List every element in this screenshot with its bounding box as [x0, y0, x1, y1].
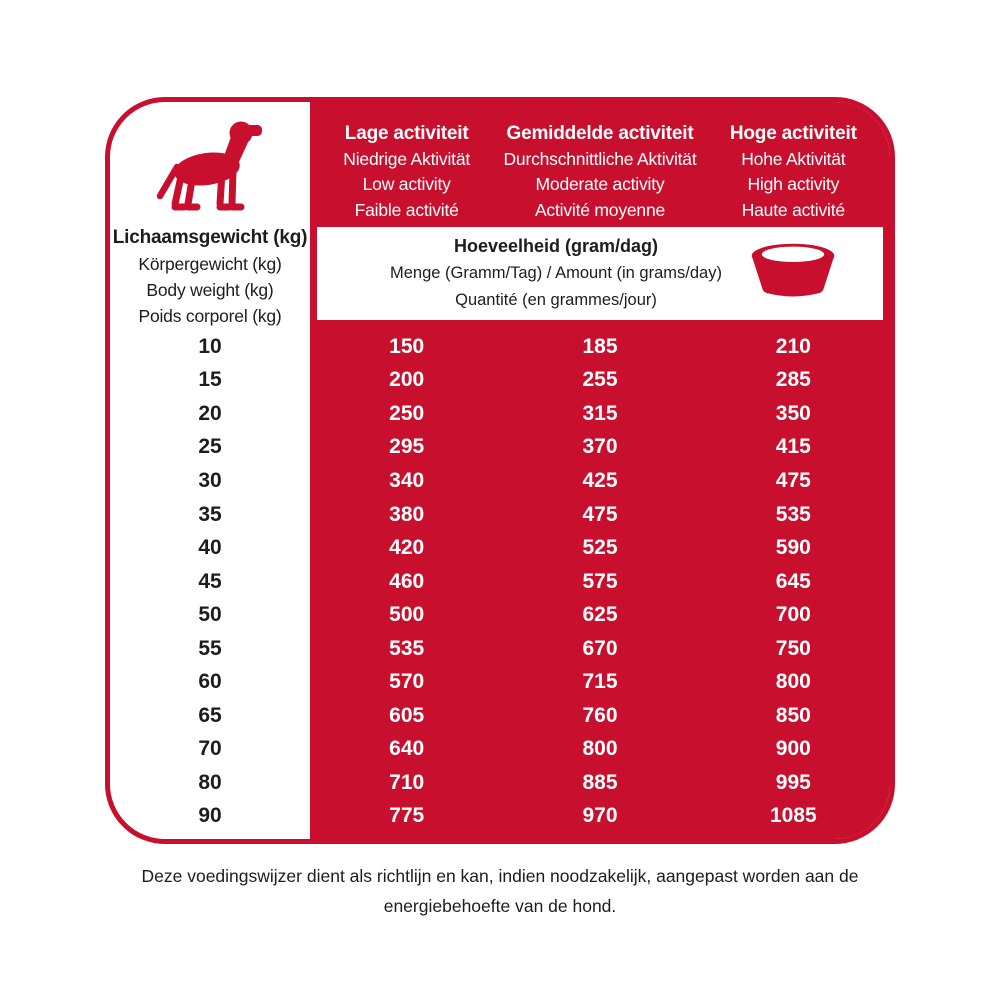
amount-cell: 850: [775, 703, 811, 727]
amount-cell: 970: [582, 804, 618, 828]
table-row: [110, 364, 890, 398]
feeding-table-card: [105, 97, 895, 844]
amount-cell: 535: [775, 502, 811, 526]
weight-cell: 60: [198, 670, 222, 694]
weight-cell: 65: [198, 703, 222, 727]
table-row: [110, 598, 890, 632]
weight-cell: 35: [198, 502, 222, 526]
amount-cell: 295: [389, 435, 425, 459]
food-bowl-icon: [745, 240, 841, 306]
table-row: [110, 431, 890, 465]
weight-cell: 20: [198, 401, 222, 425]
amount-cell: 710: [389, 770, 425, 794]
amount-cell: 760: [582, 703, 618, 727]
amount-cell: 700: [775, 603, 811, 627]
amount-cell: 885: [582, 770, 618, 794]
amount-cell: 625: [582, 603, 618, 627]
activity-header-high: [697, 121, 890, 223]
table-row: [110, 565, 890, 599]
weight-header-line: Poids corporel (kg): [138, 306, 282, 326]
activity-header-line: Activité moyenne: [534, 199, 666, 220]
activity-header-line: Low activity: [362, 174, 451, 194]
amount-cell: 590: [775, 536, 811, 560]
amount-cell: 315: [582, 401, 618, 425]
weight-cell: 70: [198, 737, 222, 761]
weight-cell: 40: [198, 536, 222, 560]
amount-cell: 575: [582, 569, 618, 593]
weight-header-line: Lichaamsgewicht (kg): [112, 227, 308, 248]
table-row: [110, 665, 890, 699]
amount-title: Hoeveelheid (gram/dag): [453, 236, 659, 256]
amount-cell: 570: [389, 670, 425, 694]
table-row: [110, 766, 890, 800]
feeding-table-rows: [110, 330, 890, 833]
amount-cell: 415: [775, 435, 811, 459]
table-row: [110, 330, 890, 364]
weight-cell: 25: [198, 435, 222, 459]
dog-icon: [156, 117, 264, 214]
table-row: [110, 632, 890, 666]
activity-header-line: Faible activité: [354, 199, 459, 220]
weight-cell: 30: [198, 468, 222, 492]
table-row: [110, 498, 890, 532]
amount-box-text: [317, 233, 795, 314]
amount-cell: 800: [775, 670, 811, 694]
amount-cell: 210: [775, 334, 811, 358]
weight-cell: 90: [198, 804, 222, 828]
activity-header-line: Hoge activiteit: [729, 123, 857, 144]
amount-cell: 715: [582, 670, 618, 694]
weight-cell: 50: [198, 603, 222, 627]
activity-header-moderate: [503, 121, 696, 223]
amount-cell: 750: [775, 636, 811, 660]
amount-cell: 460: [389, 569, 425, 593]
weight-header-line: Body weight (kg): [146, 280, 274, 300]
activity-header-line: Gemiddelde activiteit: [506, 123, 694, 144]
amount-cell: 800: [582, 737, 618, 761]
amount-cell: 525: [582, 536, 618, 560]
amount-cell: 605: [389, 703, 425, 727]
amount-cell: 995: [775, 770, 811, 794]
weight-cell: 80: [198, 770, 222, 794]
activity-header-line: Lage activiteit: [344, 123, 469, 144]
amount-cell: 200: [389, 368, 425, 392]
amount-cell: 640: [389, 737, 425, 761]
amount-cell: 475: [582, 502, 618, 526]
amount-cell: 645: [775, 569, 811, 593]
amount-box: [317, 227, 883, 320]
table-row: [110, 397, 890, 431]
activity-header-line: High activity: [747, 174, 840, 194]
amount-cell: 775: [389, 804, 425, 828]
amount-cell: 425: [582, 468, 618, 492]
activity-headers: [310, 121, 890, 223]
table-row: [110, 699, 890, 733]
weight-header-line: Körpergewicht (kg): [138, 254, 282, 274]
amount-cell: 420: [389, 536, 425, 560]
table-row: [110, 464, 890, 498]
amount-cell: 500: [389, 603, 425, 627]
amount-cell: 255: [582, 368, 618, 392]
activity-header-line: Durchschnittliche Aktivität: [503, 148, 697, 169]
weight-cell: 55: [198, 636, 222, 660]
weight-cell: 45: [198, 569, 222, 593]
footer-line: energiebehoefte van de hond.: [383, 896, 617, 916]
footer-note: [0, 861, 1000, 921]
activity-header-line: Haute activité: [741, 199, 845, 220]
footer-line: Deze voedingswijzer dient als richtlijn en kan, indien noodzakelijk, aangepast worden aan de: [141, 866, 859, 886]
table-row: [110, 800, 890, 834]
amount-cell: 350: [775, 401, 811, 425]
weight-column-header: [110, 225, 310, 329]
amount-cell: 380: [389, 502, 425, 526]
amount-cell: 900: [775, 737, 811, 761]
activity-header-line: Moderate activity: [535, 174, 665, 194]
amount-cell: 285: [775, 368, 811, 392]
amount-cell: 340: [389, 468, 425, 492]
amount-line: Menge (Gramm/Tag) / Amount (in grams/day): [390, 264, 722, 282]
amount-cell: 475: [775, 468, 811, 492]
amount-cell: 370: [582, 435, 618, 459]
activity-header-line: Hohe Aktivität: [741, 148, 846, 169]
amount-cell: 185: [582, 334, 618, 358]
amount-cell: 250: [389, 401, 425, 425]
amount-cell: 670: [582, 636, 618, 660]
activity-header-low: [310, 121, 503, 223]
amount-cell: 535: [389, 636, 425, 660]
amount-cell: 1085: [769, 804, 817, 828]
weight-cell: 10: [198, 334, 222, 358]
amount-line: Quantité (en grammes/jour): [455, 291, 657, 309]
amount-cell: 150: [389, 334, 425, 358]
weight-cell: 15: [198, 368, 222, 392]
activity-header-line: Niedrige Aktivität: [343, 148, 471, 169]
table-row: [110, 733, 890, 767]
table-row: [110, 531, 890, 565]
